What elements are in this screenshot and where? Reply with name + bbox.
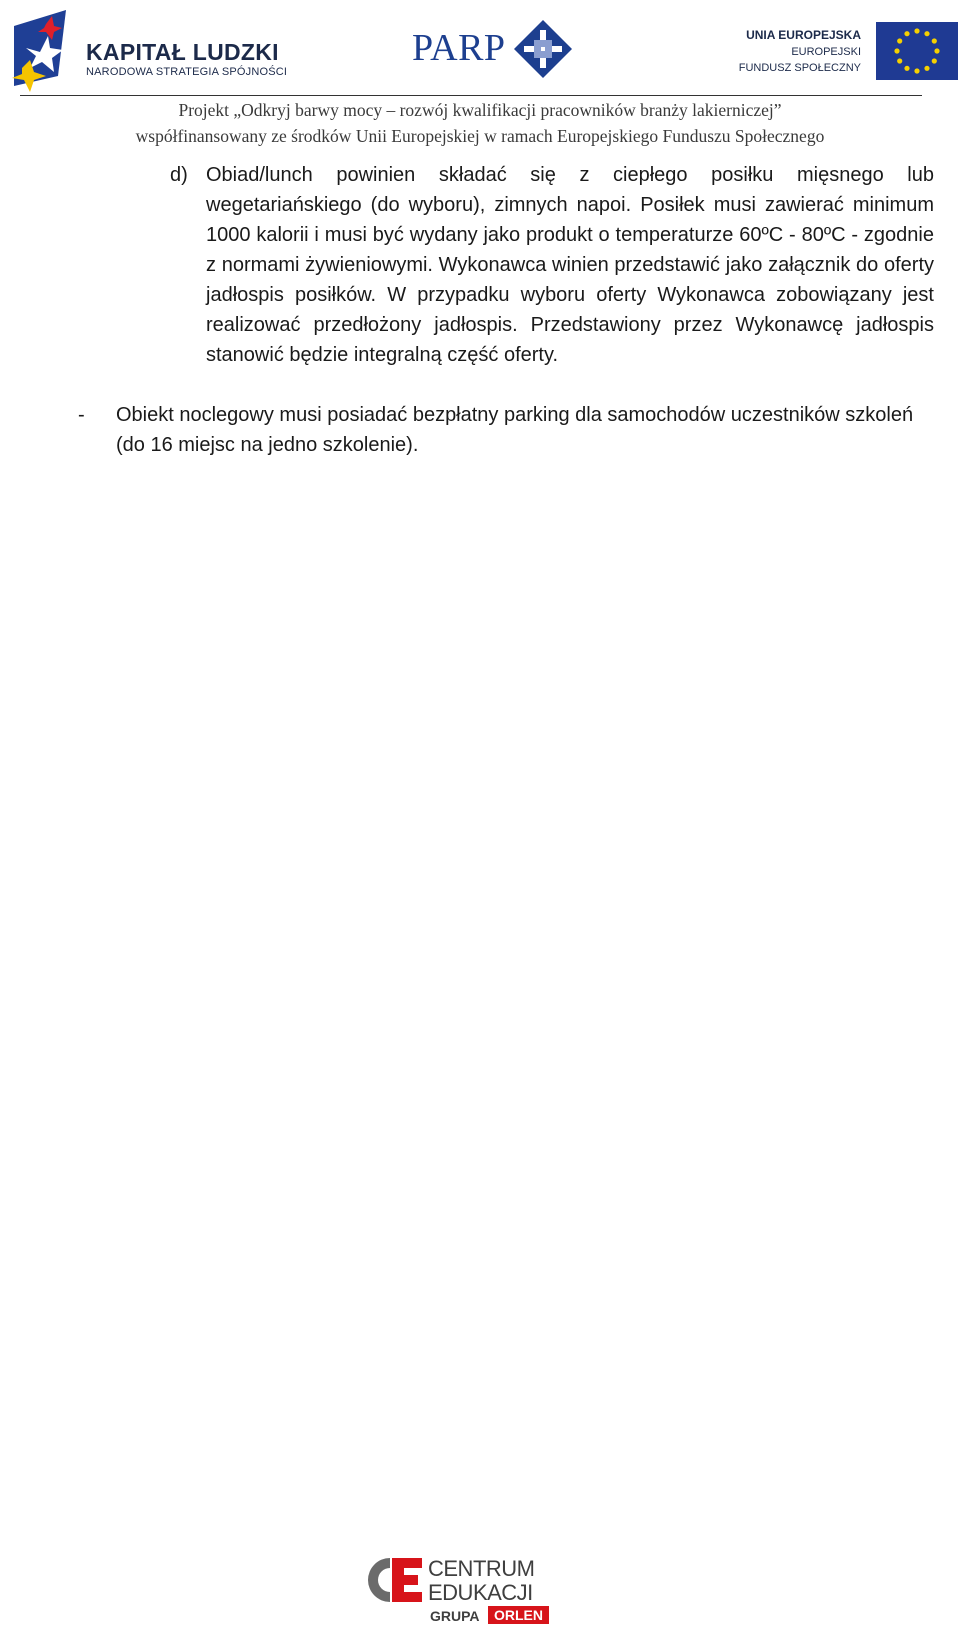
eu-line-2: EUROPEJSKI bbox=[791, 46, 861, 58]
kapital-ludzki-subtitle: NARODOWA STRATEGIA SPÓJNOŚCI bbox=[86, 66, 288, 78]
parp-wordmark: PARP bbox=[412, 27, 506, 69]
centrum-edukacji-logo bbox=[366, 1556, 556, 1626]
orlen-badge: ORLEN bbox=[488, 1606, 549, 1624]
kapital-ludzki-mark-icon bbox=[8, 6, 78, 92]
project-cofinancing-note: współfinansowany ze środków Unii Europejskiej w ramach Europejskiego Funduszu Społecznego bbox=[135, 126, 825, 146]
kapital-ludzki-logo bbox=[8, 6, 288, 92]
parp-arrows-icon bbox=[512, 18, 574, 80]
centrum-edukacji-line-1: CENTRUM bbox=[428, 1556, 535, 1581]
list-marker: d) bbox=[170, 164, 188, 186]
eu-logo bbox=[738, 22, 958, 82]
list-marker: - bbox=[78, 404, 85, 426]
centrum-edukacji-mark-icon bbox=[366, 1556, 424, 1604]
kapital-ludzki-title: KAPITAŁ LUDZKI bbox=[86, 39, 279, 65]
parp-logo bbox=[412, 18, 572, 80]
list-item-text: Obiekt noclegowy musi posiadać bezpłatny parking dla samochodów uczestników szkoleń (do 16 miejsc na jedno szkolenie). bbox=[116, 404, 914, 456]
header-divider bbox=[20, 95, 922, 96]
eu-line-3: FUNDUSZ SPOŁECZNY bbox=[738, 62, 861, 74]
eu-flag-icon bbox=[876, 22, 958, 80]
list-item-text: Obiad/lunch powinien składać się z ciepłego posiłku mięsnego lub wegetariańskiego (do wyboru), zimnych napoi. Posiłek musi zawierać minimum 1000 kalorii i musi być wydany jako produkt o temperaturze 60ºC - 80ºC - zgodnie z normami żywieniowymi. Wykonawca winien przedstawić jako załącznik do oferty jadłospis posiłków. W przypadku wyboru oferty Wykonawca zobowiązany jest realizować przedłożony jadłospis. Przedstawiony przez Wykonawcę jadłospis stanowić będzie integralną część oferty. bbox=[206, 164, 934, 366]
grupa-label: GRUPA bbox=[430, 1608, 480, 1624]
centrum-edukacji-line-2: EDUKACJI bbox=[428, 1580, 533, 1605]
project-title: Projekt „Odkryj barwy mocy – rozwój kwalifikacji pracowników branży lakierniczej” bbox=[178, 100, 782, 120]
eu-line-1: UNIA EUROPEJSKA bbox=[746, 28, 861, 42]
